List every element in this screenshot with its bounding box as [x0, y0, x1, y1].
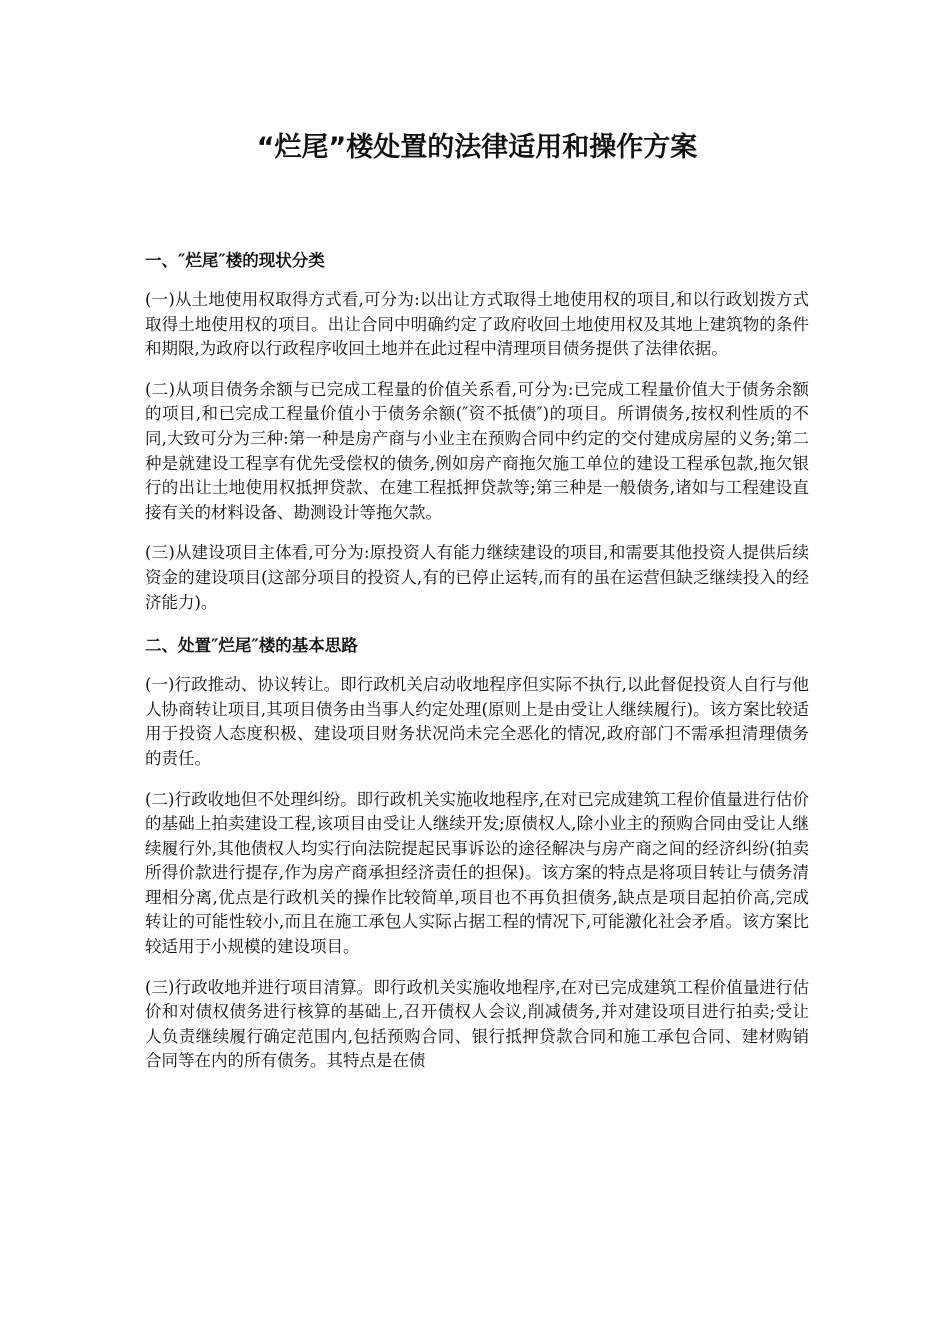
document-title: “烂尾”楼处置的法律适用和操作方案 — [256, 132, 698, 163]
section-2-paragraph-3: (三)行政收地并进行项目清算。即行政机关实施收地程序,在对已完成建筑工程价值量进行估价和对债权债务进行核算的基础上,召开债权人会议,削减债务,并对建设项目进行拍卖;受让人负责继续履行确定范围内,包括预购合同、银行抵押贷款合同和施工承包合同、建材购销合同等在内的所有债务。其特点是在债 — [145, 977, 809, 1071]
section-heading-2: 二、处置″烂尾″楼的基本思路 — [145, 636, 358, 656]
section-1-paragraph-2: (二)从项目债务余额与已完成工程量的价值关系看,可分为:已完成工程量价值大于债务余额的项目,和已完成工程量价值小于债务余额(″资不抵债″)的项目。所谓债务,按权利性质的不同,大致可分为三种:第一种是房产商与小业主在预购合同中约定的交付建成房屋的义务;第二种是就建设工程享有优先受偿权的债务,例如房产商拖欠施工单位的建设工程承包款,拖欠银行的出让土地使用权抵押贷款、在建工程抵押贷款等;第三种是一般债务,诸如与工程建设直接有关的材料设备、勘测设计等拖欠款。 — [145, 379, 809, 522]
document-body — [145, 246, 809, 1090]
section-2-paragraph-2: (二)行政收地但不处理纠纷。即行政机关实施收地程序,在对已完成建筑工程价值量进行估价的基础上拍卖建设工程,该项目由受让人继续开发;原债权人,除小业主的预购合同由受让人继续履行外,其他债权人均实行向法院提起民事诉讼的途径解决与房产商之间的经济纠纷(拍卖所得价款进行提存,作为房产商承担经济责任的担保)。该方案的特点是将项目转让与债务清理相分离,优点是行政机关的操作比较简单,项目也不再负担债务,缺点是项目起拍价高,完成转让的可能性较小,而且在施工承包人实际占据工程的情况下,可能激化社会矛盾。该方案比较适用于小规模的建设项目。 — [145, 789, 809, 957]
section-heading-1: 一、″烂尾″楼的现状分类 — [145, 251, 325, 270]
section-1-paragraph-3: (三)从建设项目主体看,可分为:原投资人有能力继续建设的项目,和需要其他投资人提供后续资金的建设项目(这部分项目的投资人,有的已停止运转,而有的虽在运营但缺乏继续投入的经济能力)。 — [145, 543, 809, 612]
section-1-paragraph-1: (一)从土地使用权取得方式看,可分为:以出让方式取得土地使用权的项目,和以行政划拨方式取得土地使用权的项目。出让合同中明确约定了政府收回土地使用权及其地上建筑物的条件和期限,为政府以行政程序收回土地并在此过程中清理项目债务提供了法律依据。 — [145, 290, 809, 359]
section-2-paragraph-1: (一)行政推动、协议转让。即行政机关启动收地程序但实际不执行,以此督促投资人自行与他人协商转让项目,其项目债务由当事人约定处理(原则上是由受让人继续履行)。该方案比较适用于投资人态度积极、建设项目财务状况尚未完全恶化的情况,政府部门不需承担清理债务的责任。 — [145, 675, 809, 768]
